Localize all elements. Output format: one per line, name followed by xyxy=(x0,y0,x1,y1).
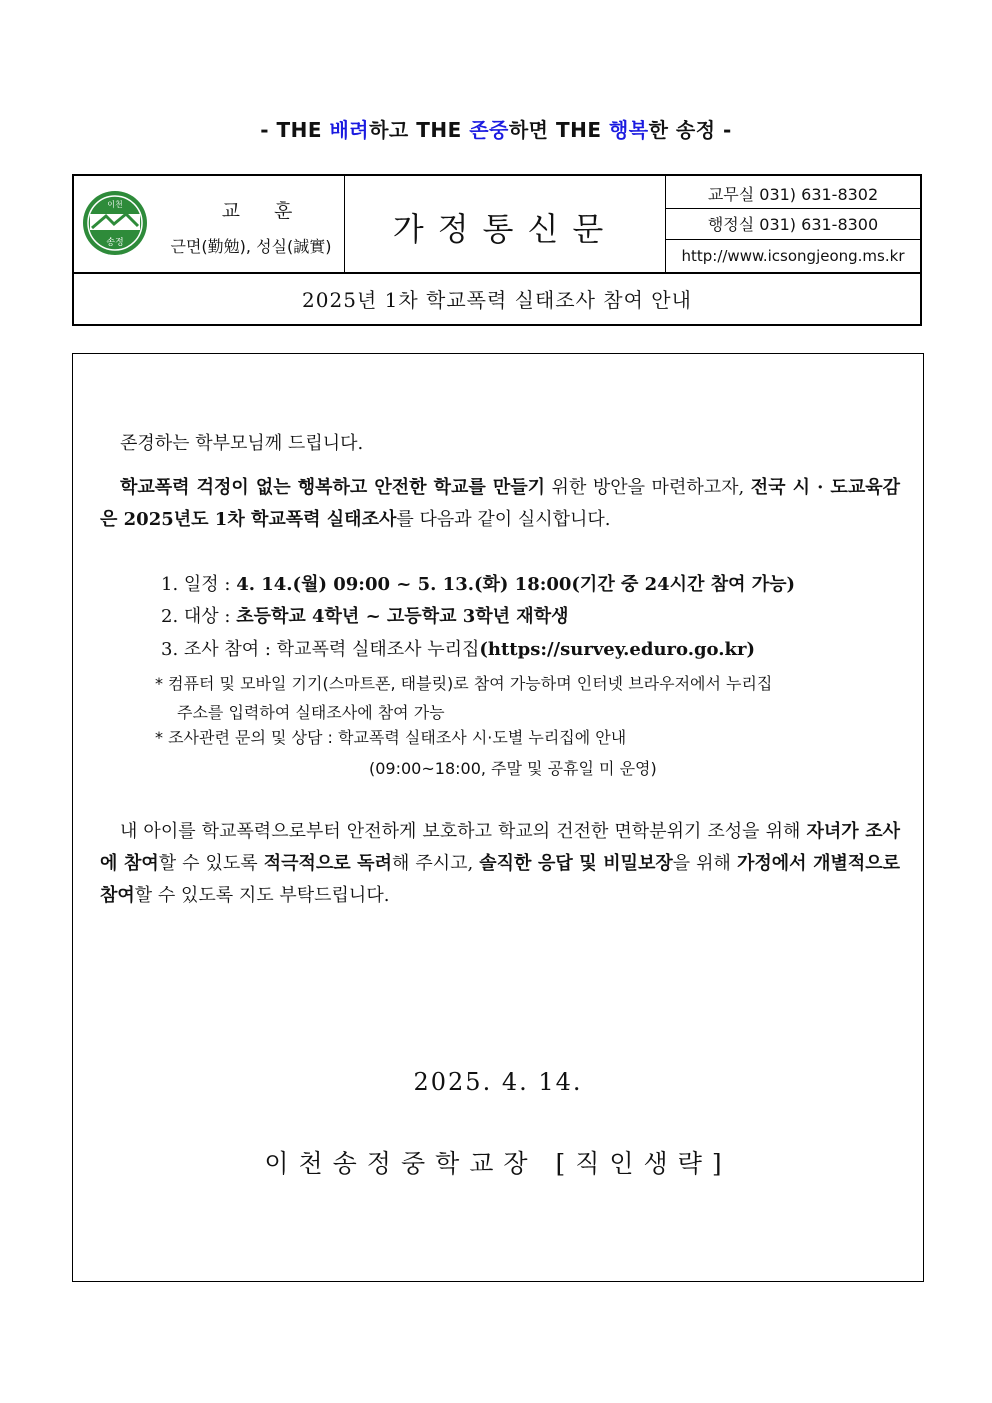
intro-paragraph xyxy=(100,472,900,536)
school-website[interactable]: http://www.icsongjeong.ms.kr xyxy=(681,247,905,265)
office-phone: 교무실 031) 631-8302 xyxy=(666,182,920,209)
slogan-text: 하면 THE xyxy=(508,118,609,142)
logo-text-top: 이천 xyxy=(107,200,123,209)
emphasis-text: 학교폭력 걱정이 없는 행복하고 안전한 학교를 만들기 xyxy=(120,477,546,498)
greeting: 존경하는 학부모님께 드립니다. xyxy=(120,433,364,454)
document-title: 가정통신문 xyxy=(392,210,618,248)
logo-text-bottom: 송정 xyxy=(106,238,124,248)
note-device xyxy=(155,669,905,727)
letter-body xyxy=(72,353,924,1282)
letter-date: 2025. 4. 14. xyxy=(413,1068,583,1096)
emphasis-text: 적극적으로 독려 xyxy=(263,853,392,874)
school-motto: 근면(勤勉), 성실(誠實) xyxy=(170,237,332,256)
slogan-text: 한 송정 - xyxy=(648,118,732,142)
note-hours: (09:00~18:00, 주말 및 공휴일 미 운영) xyxy=(369,759,657,778)
note-text: 주소를 입력하여 실태조사에 참여 가능 xyxy=(177,703,445,722)
body-text: 할 수 있도록 지도 부탁드립니다. xyxy=(134,885,390,906)
item-label: 3. 조사 참여 : 학교폭력 실태조사 누리집 xyxy=(161,639,480,660)
item-value: 초등학교 4학년 ~ 고등학교 3학년 재학생 xyxy=(236,606,569,627)
slogan-text: - THE xyxy=(260,118,330,142)
slogan-highlight: 존중 xyxy=(469,118,509,142)
list-item-schedule xyxy=(161,570,795,596)
item-label: 2. 대상 : xyxy=(161,606,237,627)
signer: 이천송정중학교장 [직인생략] xyxy=(264,1149,732,1178)
title-cell xyxy=(345,176,666,272)
emphasis-text: 가정에서 개별적으로 참여 xyxy=(100,853,901,906)
request-paragraph xyxy=(100,816,900,912)
emphasis-text: 전국 시 · 도교육감은 2025년도 1차 학교폭력 실태조사 xyxy=(100,477,900,530)
body-text: 할 수 있도록 xyxy=(158,853,264,874)
body-text: 내 아이를 학교폭력으로부터 안전하게 보호하고 학교의 건전한 면학분위기 조성을 위해 xyxy=(120,821,807,842)
note-inquiry: * 조사관련 문의 및 상담 : 학교폭력 실태조사 시·도별 누리집에 안내 xyxy=(155,728,627,747)
emphasis-text: 자녀가 조사에 참여 xyxy=(100,821,900,874)
letter-header xyxy=(72,174,922,326)
emphasis-text: 솔직한 응답 및 비밀보장 xyxy=(479,853,673,874)
list-item-participation xyxy=(161,635,755,661)
school-slogan xyxy=(0,114,992,143)
slogan-highlight: 배려 xyxy=(329,118,370,142)
body-text: 위한 방안을 마련하고자, xyxy=(545,477,751,498)
body-text: 을 위해 xyxy=(672,853,737,874)
slogan-highlight: 행복 xyxy=(608,118,649,142)
motto-cell xyxy=(74,176,345,272)
contact-cell xyxy=(666,176,920,272)
body-text: 해 주시고, xyxy=(391,853,480,874)
letter-subject: 2025년 1차 학교폭력 실태조사 참여 안내 xyxy=(302,288,692,312)
list-item-target xyxy=(161,602,568,628)
note-text: * 컴퓨터 및 모바일 기기(스마트폰, 태블릿)로 참여 가능하며 인터넷 브라우저에서 누리집 xyxy=(155,674,773,693)
school-logo xyxy=(82,190,148,256)
motto-title: 교 훈 xyxy=(221,200,307,222)
body-text: 를 다음과 같이 실시합니다. xyxy=(396,509,611,530)
survey-url[interactable]: (https://survey.eduro.go.kr) xyxy=(479,639,755,660)
item-label: 1. 일정 : xyxy=(161,574,237,595)
slogan-text: 하고 THE xyxy=(369,118,470,142)
item-value: 4. 14.(월) 09:00 ~ 5. 13.(화) 18:00(기간 중 24시간 참여 가능) xyxy=(236,574,796,595)
header-top-row xyxy=(74,176,920,274)
admin-phone: 행정실 031) 631-8300 xyxy=(666,210,920,240)
